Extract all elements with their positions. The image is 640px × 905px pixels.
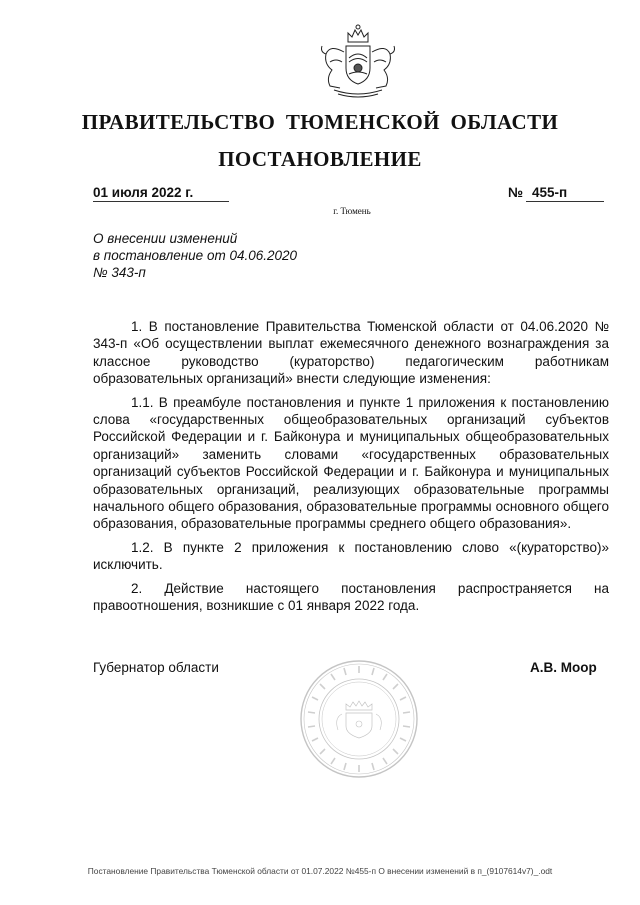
subject-line: О внесении изменений bbox=[93, 231, 238, 246]
city: г. Тюмень bbox=[333, 206, 371, 216]
paragraph-1: 1. В постановление Правительства Тюменской области от 04.06.2020 № 343-п «Об осуществлении выплат ежемесячного денежного вознаграждения за классное руководство (кураторство) педагогическим работникам образовательных организаций» внести следующие изменения: bbox=[93, 319, 609, 387]
paragraph-1-1: 1.1. В преамбуле постановления и пункте 1 приложения к постановлению слова «государственных общеобразовательных организаций субъектов Российской Федерации и г. Байконура и муниципальных общеобразовательных организаций» заменить словами «государственных образовательных организаций субъектов Российской Федерации и г. Байконура и муниципальных образовательных организаций, реализующих образовательные программы начального общего образования, образовательные программы основного общего образования, образовательные программы среднего общего образования». bbox=[93, 394, 609, 532]
seal-icon bbox=[298, 658, 420, 780]
subject-block bbox=[93, 230, 393, 281]
organization-title: ПРАВИТЕЛЬСТВО ТЮМЕНСКОЙ ОБЛАСТИ bbox=[81, 110, 559, 134]
subject-line: в постановление от 04.06.2020 bbox=[93, 248, 298, 263]
document-body bbox=[93, 318, 609, 621]
paragraph-1-2: 1.2. В пункте 2 приложения к постановлению слово «(кураторство)» исключить. bbox=[93, 539, 609, 573]
paragraph-2: 2. Действие настоящего постановления распространяется на правоотношения, возникшие с 01 января 2022 года. bbox=[93, 580, 609, 614]
document-date: 01 июля 2022 г. bbox=[93, 185, 229, 202]
number-sign: № bbox=[508, 185, 524, 200]
coat-of-arms-icon bbox=[316, 22, 400, 102]
file-footer: Постановление Правительства Тюменской области от 01.07.2022 №455-п О внесении изменений в п_(9107614v7)_.odt bbox=[87, 866, 553, 876]
subject-line: № 343-п bbox=[93, 265, 146, 280]
signer-name: А.В. Моор bbox=[530, 660, 597, 675]
signer-title: Губернатор области bbox=[93, 660, 219, 675]
document-type: ПОСТАНОВЛЕНИЕ bbox=[218, 147, 422, 171]
document-number: 455-п bbox=[526, 185, 604, 202]
